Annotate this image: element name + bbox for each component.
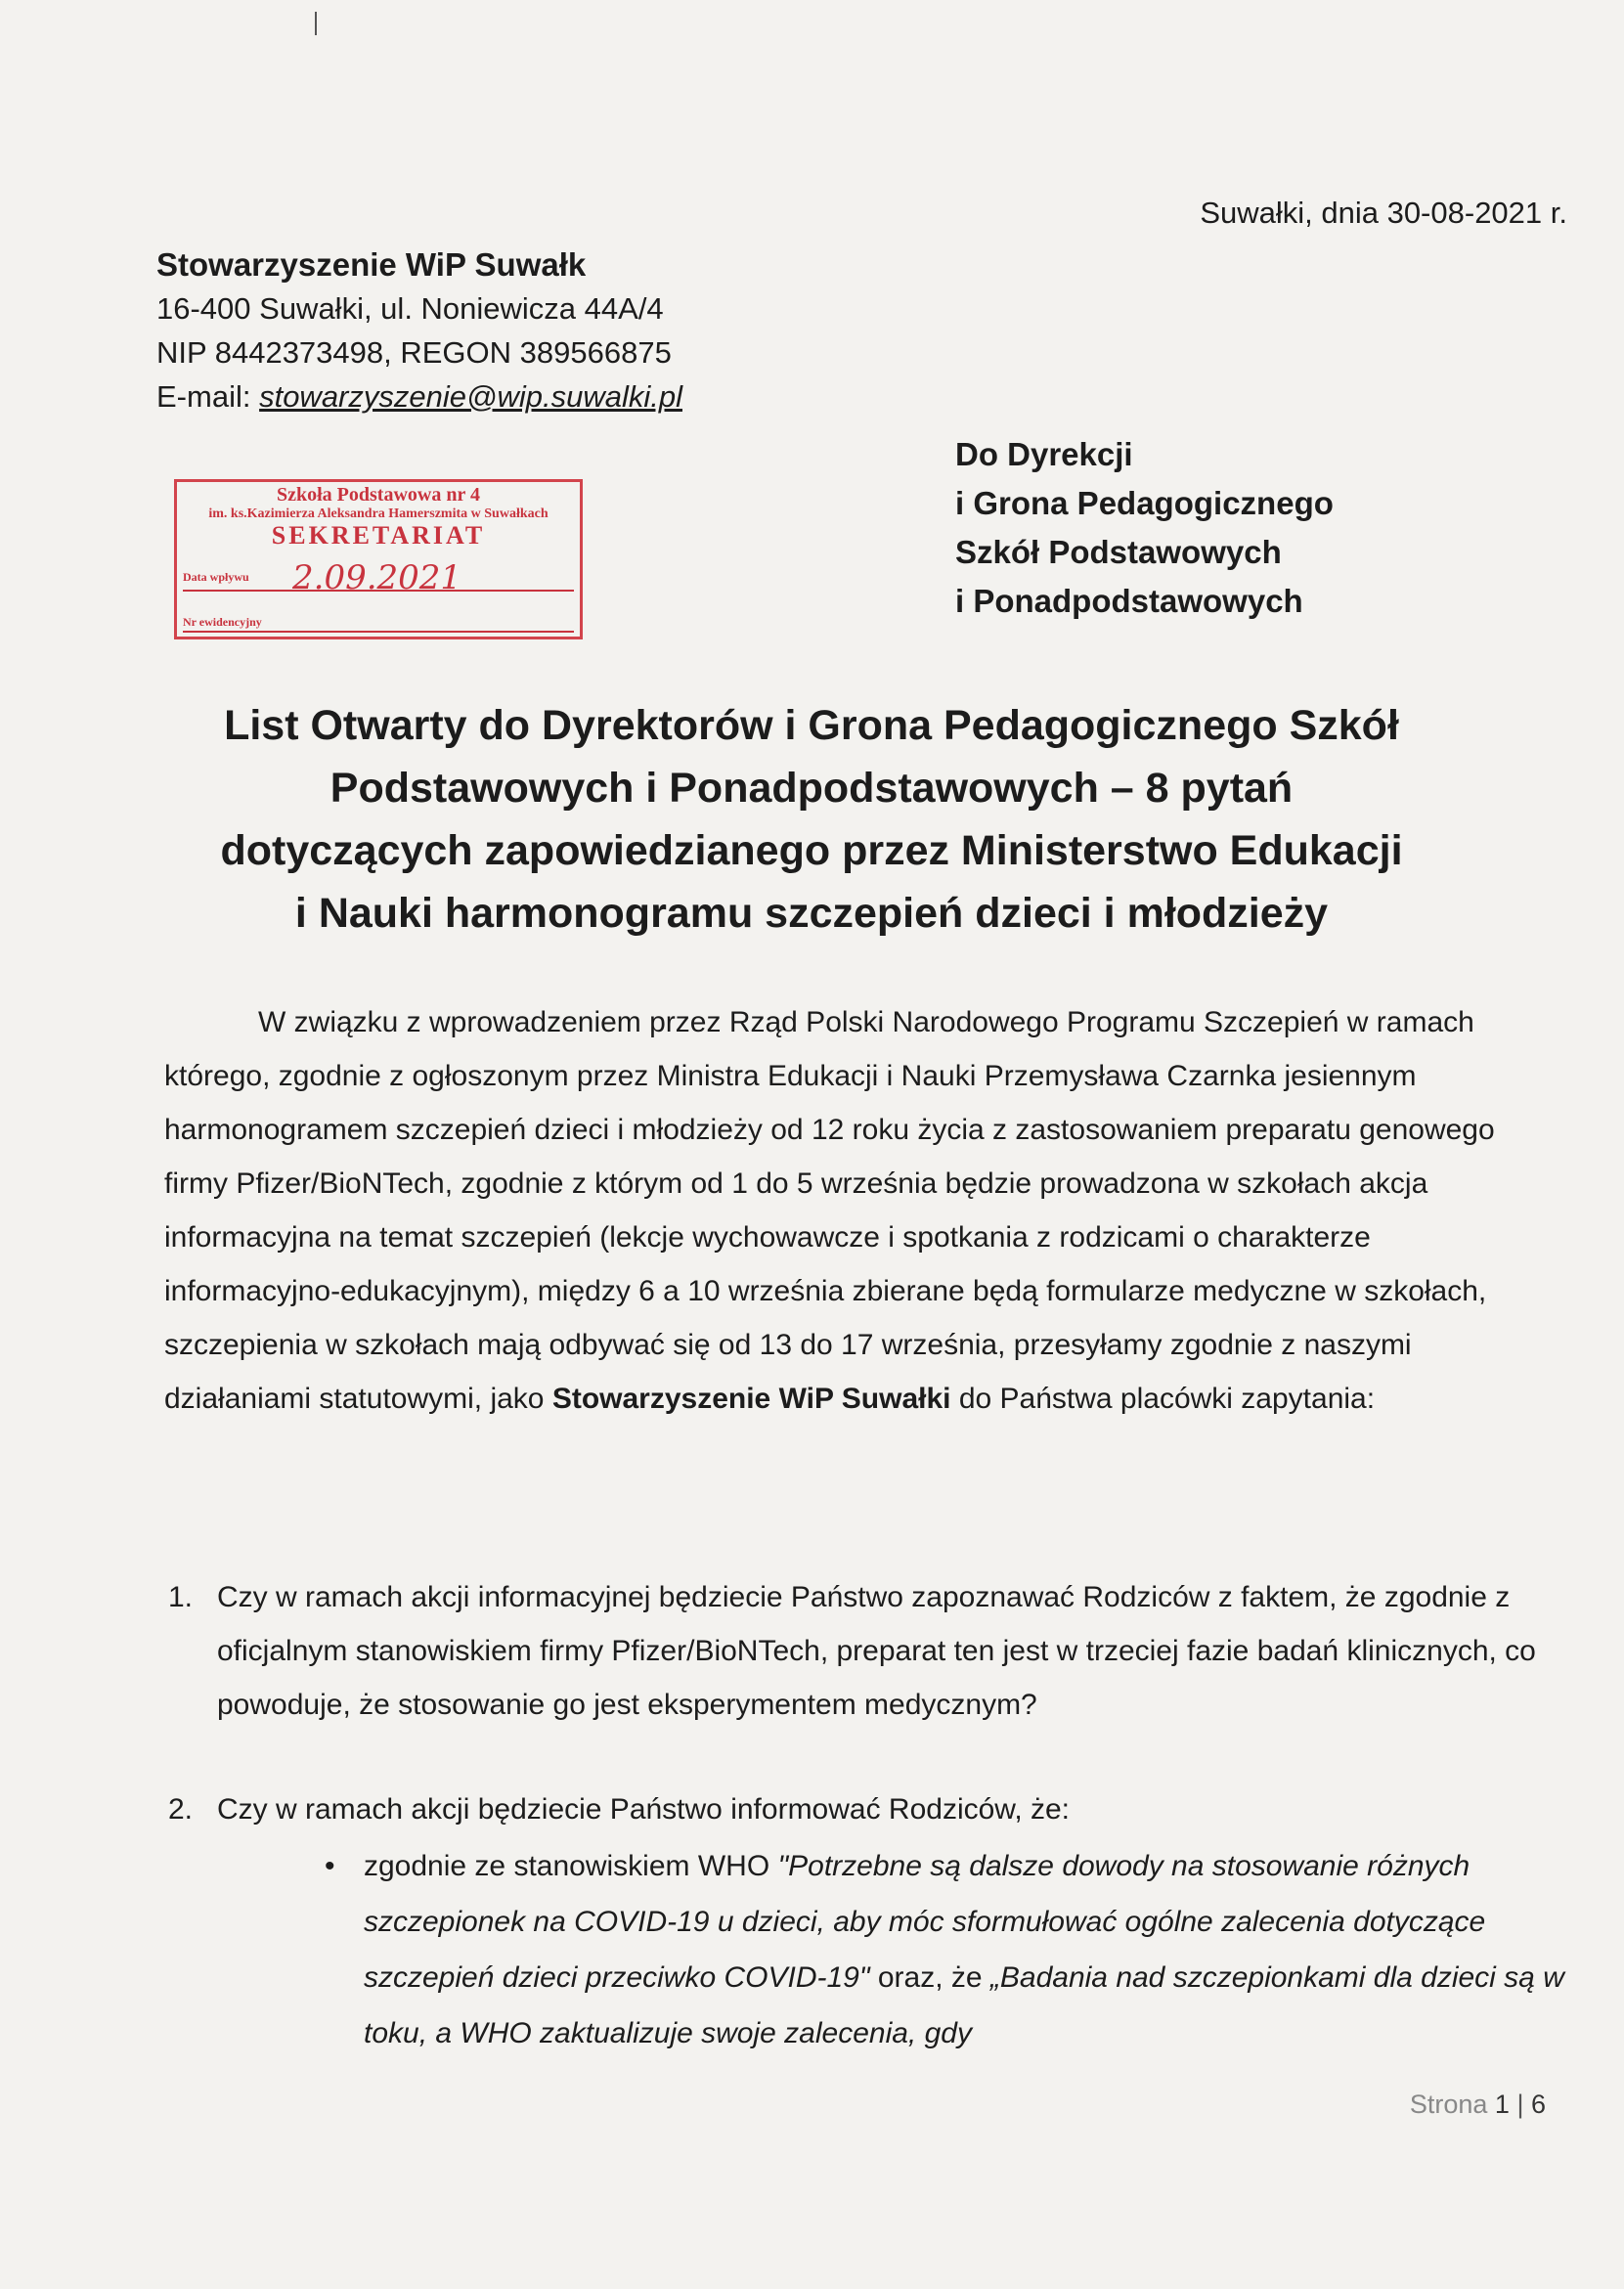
- scan-mark: [315, 12, 317, 35]
- letter-title: [137, 694, 1486, 945]
- question-number: 2.: [168, 1793, 194, 1826]
- stamp-received-date: 2.09.2021: [292, 558, 462, 597]
- page-footer: [1410, 2090, 1546, 2120]
- question-1: [168, 1570, 1576, 1732]
- email-label: E-mail:: [156, 379, 260, 414]
- title-line: List Otwarty do Dyrektorów i Grona Pedagogicznego Szkół: [224, 702, 1399, 749]
- title-line: dotyczących zapowiedzianego przez Ministerstwo Edukacji: [220, 827, 1403, 874]
- question-text: Czy w ramach akcji będziecie Państwo informować Rodziców, że:: [217, 1793, 1071, 1826]
- sender-org: Stowarzyszenie WiP Suwałk: [156, 246, 587, 283]
- stamp-record-label: Nr ewidencyjny: [183, 615, 262, 629]
- intro-paragraph: [164, 995, 1533, 1426]
- bullet-dot-icon: •: [325, 1850, 335, 1882]
- addressee-line: Do Dyrekcji: [955, 436, 1133, 472]
- question-number: 1.: [168, 1581, 194, 1613]
- question-text: Czy w ramach akcji informacyjnej będziecie Państwo zapoznawać Rodziców z faktem, że zgodnie z oficjalnym stanowiskiem firmy Pfizer/BioNTech, preparat ten jest w trzeciej fazie badań klinicznych, co powoduje, że stosowanie go jest eksperymentem medycznym?: [217, 1581, 1536, 1721]
- intro-text: W związku z wprowadzeniem przez Rząd Polski Narodowego Programu Szczepień w ramach którego, zgodnie z ogłoszonym przez Ministra Edukacji i Nauki Przemysława Czarnka jesiennym harmonogramem szczepień dzieci i młodzieży od 12 roku życia z zastosowaniem preparatu genowego firmy Pfizer/BioNTech, zgodnie z którym od 1 do 5 września będzie prowadzona w szkołach akcja informacyjna na temat szczepień (lekcje wychowawcze i spotkania z rodzicami o charakterze informacyjno-edukacyjnym), między 6 a 10 września zbierane będą formularze medyczne w szkołach, szczepienia w szkołach mają odbywać się od 13 do 17 września, przesyłamy zgodnie z naszymi działaniami statutowymi, jako: [164, 1006, 1495, 1415]
- stamp-divider: [183, 590, 574, 592]
- sender-ids: NIP 8442373498, REGON 389566875: [156, 335, 672, 370]
- intro-org: Stowarzyszenie WiP Suwałki: [551, 1383, 951, 1415]
- received-stamp: [174, 479, 583, 639]
- stamp-received-label: Data wpływu: [183, 570, 249, 584]
- date-line: Suwałki, dnia 30-08-2021 r.: [1200, 196, 1567, 230]
- page-total: 6: [1530, 2090, 1546, 2119]
- addressee-line: i Ponadpodstawowych: [955, 583, 1303, 619]
- email-link[interactable]: stowarzyszenie@wip.suwalki.pl: [259, 379, 682, 414]
- stamp-patron: im. ks.Kazimierza Aleksandra Hamerszmita w Suwałkach: [208, 506, 549, 521]
- title-line: i Nauki harmonogramu szczepień dzieci i młodzieży: [294, 890, 1329, 937]
- bullet-lead: zgodnie ze stanowiskiem WHO: [364, 1850, 778, 1882]
- page-number: 1: [1494, 2090, 1510, 2119]
- bullet-quote: "Potrzebne są dalsze dowody na stosowanie różnych szczepionek na COVID-19 u dzieci, aby móc sformułować ogólne zalecenia dotyczące szczepień dzieci przeciwko COVID-19": [364, 1850, 1486, 1994]
- stamp-divider: [183, 631, 574, 633]
- bullet-mid: oraz, że: [869, 1961, 990, 1994]
- sender-block: [156, 242, 682, 418]
- footer-label: Strona: [1409, 2090, 1495, 2119]
- question-2: [168, 1783, 1576, 1836]
- intro-tail: do Państwa placówki zapytania:: [950, 1383, 1376, 1415]
- sender-address: 16-400 Suwałki, ul. Noniewicza 44A/4: [156, 291, 664, 326]
- bullet-item: [325, 1838, 1576, 2061]
- bullet-quote: „Badania nad szczepionkami dla dzieci są w toku, a WHO zaktualizuje swoje zalecenia, gdy: [364, 1961, 1564, 2049]
- sender-email-line: [156, 374, 682, 418]
- addressee-line: Szkół Podstawowych: [955, 534, 1282, 570]
- addressee-block: [955, 430, 1334, 626]
- stamp-school: Szkoła Podstawowa nr 4: [277, 484, 480, 506]
- footer-separator: |: [1509, 2090, 1531, 2119]
- title-line: Podstawowych i Ponadpodstawowych – 8 pytań: [329, 765, 1294, 812]
- addressee-line: i Grona Pedagogicznego: [955, 485, 1334, 521]
- stamp-office: SEKRETARIAT: [271, 521, 486, 550]
